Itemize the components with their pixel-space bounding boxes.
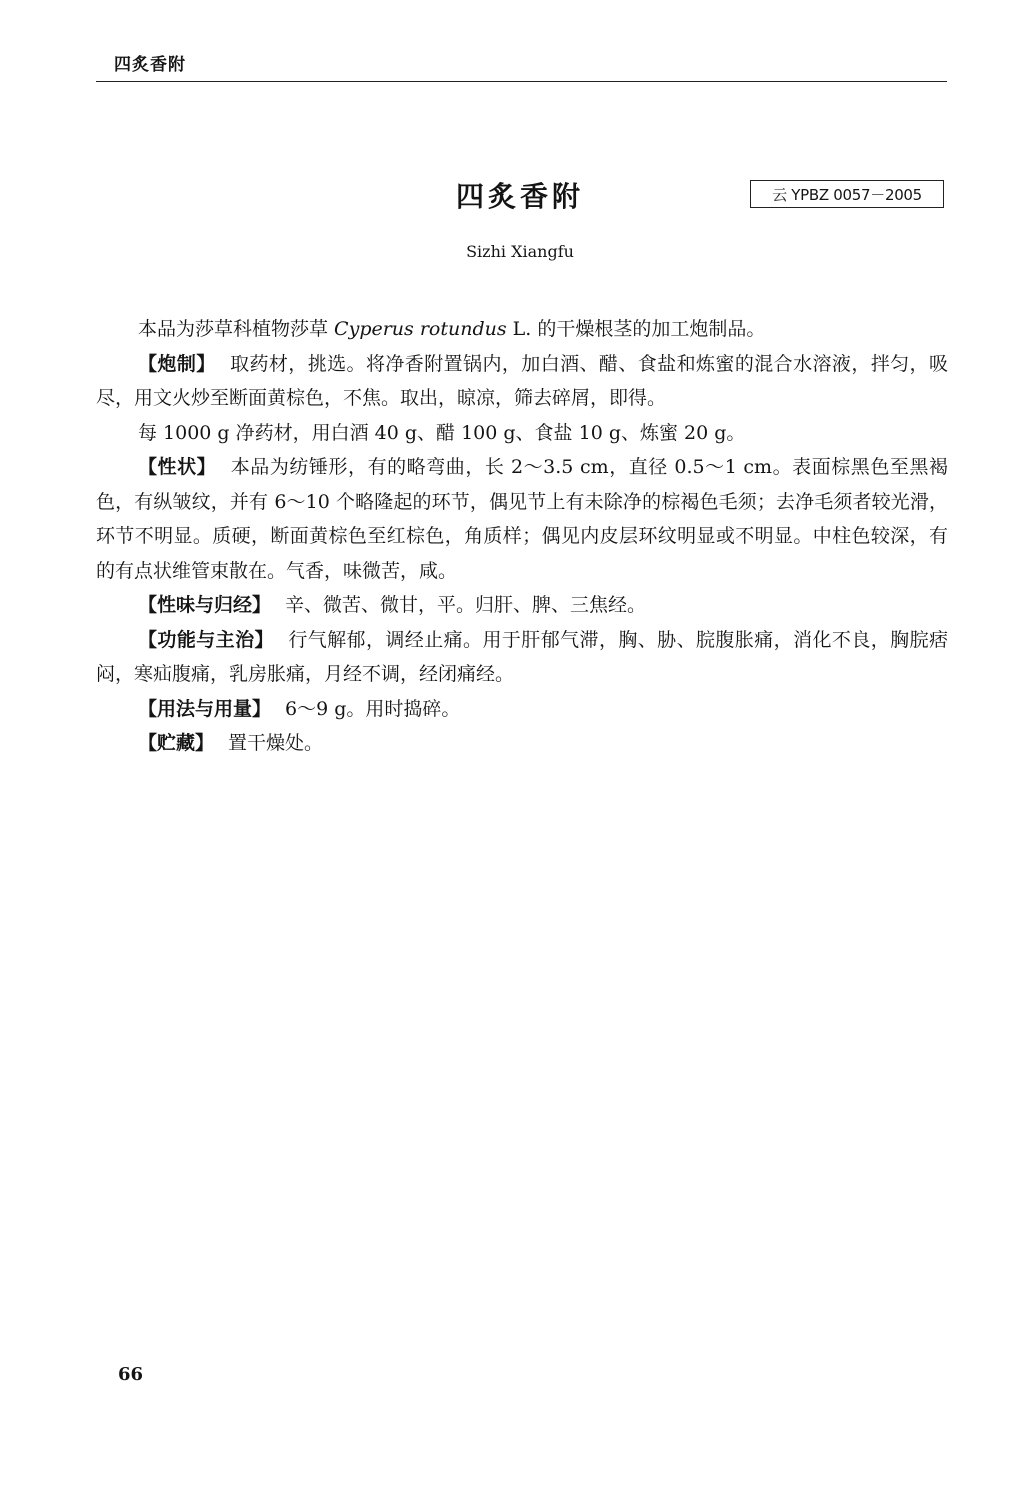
section-label-function: 【功能与主治】 [138,628,274,651]
running-head: 四炙香附 [114,55,186,75]
processing-note-text: 每 1000 g 净药材，用白酒 40 g、醋 100 g、食盐 10 g、炼蜜 20 g。 [138,421,746,444]
function-section [96,623,948,692]
processing-note [96,416,948,451]
nature-section [96,588,948,623]
latin-name: Cyperus rotundus [334,318,507,340]
section-label-usage: 【用法与用量】 [138,697,272,720]
section-label-processing: 【炮制】 [138,352,216,375]
pinyin-subtitle: Sizhi Xiangfu [466,242,574,261]
usage-section [96,692,948,727]
description-text: 本品为纺锤形，有的略弯曲，长 2～3.5 cm，直径 0.5～1 cm。表面棕黑色至黑褐色，有纵皱纹，并有 6～10 个略隆起的环节，偶见节上有未除净的棕褐色毛须；去净毛须者较光滑，环节不明显。质硬，断面黄棕色至红棕色，角质样；偶见内皮层环纹明显或不明显。中柱色较深，有的有点状维管束散在。气香，味微苦，咸。 [96,456,948,582]
intro-paragraph [96,312,948,347]
description-section [96,450,948,588]
section-label-nature: 【性味与归经】 [138,594,272,616]
header-rule [96,81,947,82]
usage-text: 6～9 g。用时捣碎。 [285,697,461,720]
monograph-body [96,312,948,761]
section-label-description: 【性状】 [138,456,217,478]
processing-text: 取药材，挑选。将净香附置锅内，加白酒、醋、食盐和炼蜜的混合水溶液，拌匀，吸尽，用文火炒至断面黄棕色，不焦。取出，晾凉，筛去碎屑，即得。 [96,352,948,409]
storage-text: 置干燥处。 [228,732,324,754]
page-number: 66 [118,1364,144,1385]
intro-text-end: L. 的干燥根茎的加工炮制品。 [506,318,766,340]
page-title: 四炙香附 [455,180,584,213]
standard-code-box: 云 YPBZ 0057－2005 [750,180,944,208]
nature-text: 辛、微苦、微甘，平。归肝、脾、三焦经。 [285,594,647,616]
processing-section [96,347,948,416]
storage-section [96,726,948,761]
section-label-storage: 【贮藏】 [138,732,215,754]
function-text: 行气解郁，调经止痛。用于肝郁气滞，胸、胁、脘腹胀痛，消化不良，胸脘痞闷，寒疝腹痛，乳房胀痛，月经不调，经闭痛经。 [96,628,948,685]
intro-text: 本品为莎草科植物莎草 [138,318,335,340]
